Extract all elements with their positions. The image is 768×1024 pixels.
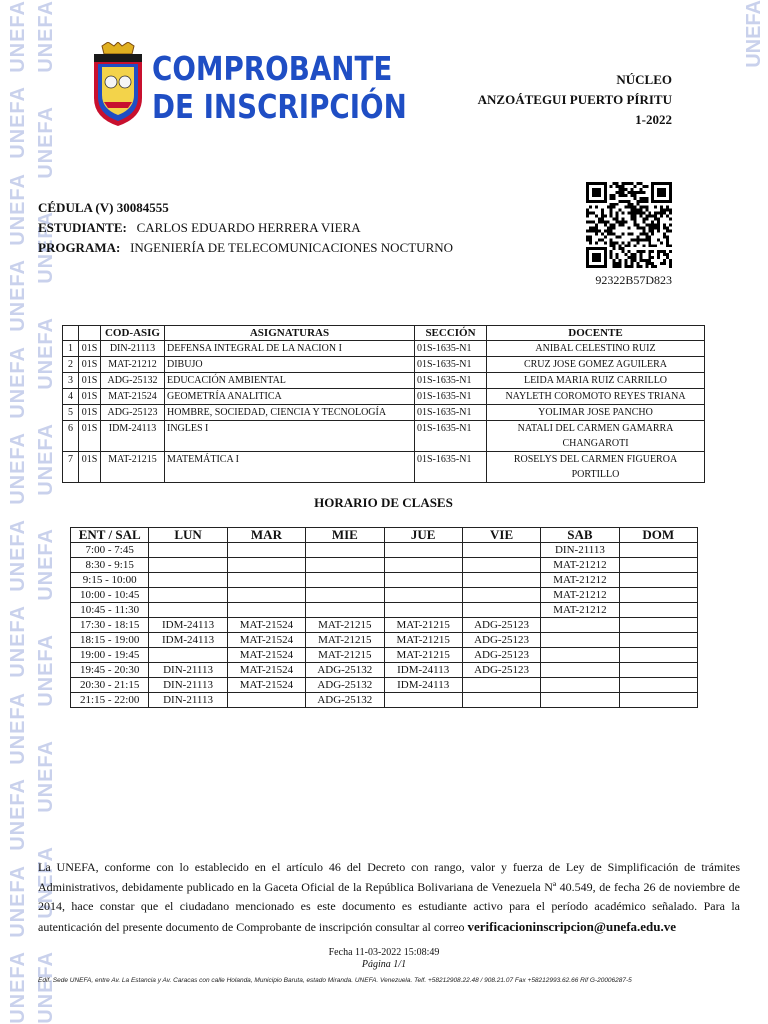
schedule-cell: DIN-21113 — [149, 678, 227, 693]
subject-name: HOMBRE, SOCIEDAD, CIENCIA Y TECNOLOGÍA — [165, 405, 415, 421]
schedule-cell: MAT-21524 — [227, 663, 305, 678]
schedule-cell — [306, 558, 384, 573]
nucleo-block — [478, 70, 672, 130]
schedule-cell — [541, 633, 619, 648]
time-slot: 19:45 - 20:30 — [71, 663, 149, 678]
schedule-header-cell: MAR — [227, 528, 305, 543]
schedule-cell: ADG-25132 — [306, 663, 384, 678]
schedule-header-cell: LUN — [149, 528, 227, 543]
schedule-row — [71, 543, 698, 558]
subject-code: MAT-21215 — [101, 452, 165, 483]
subject-code: ADG-25132 — [101, 373, 165, 389]
schedule-cell: DIN-21113 — [149, 663, 227, 678]
schedule-title: HORARIO DE CLASES — [314, 495, 453, 510]
schedule-cell — [149, 588, 227, 603]
subject-sem: 01S — [79, 373, 101, 389]
schedule-cell — [462, 573, 540, 588]
subject-teacher: LEIDA MARIA RUIZ CARRILLO — [487, 373, 705, 389]
schedule-cell — [384, 543, 462, 558]
schedule-row — [71, 693, 698, 708]
subject-row — [63, 405, 705, 421]
schedule-cell — [227, 588, 305, 603]
subject-section: 01S-1635-N1 — [415, 341, 487, 357]
subject-section: 01S-1635-N1 — [415, 421, 487, 452]
schedule-row — [71, 588, 698, 603]
subject-n: 4 — [63, 389, 79, 405]
schedule-table — [70, 527, 698, 708]
schedule-cell: ADG-25123 — [462, 618, 540, 633]
subject-code: MAT-21212 — [101, 357, 165, 373]
schedule-cell: ADG-25123 — [462, 633, 540, 648]
watermark-text: UNEFA — [34, 634, 57, 707]
watermark-text: UNEFA — [6, 345, 29, 419]
subject-section: 01S-1635-N1 — [415, 373, 487, 389]
schedule-cell — [541, 648, 619, 663]
watermark-text: UNEFA — [6, 432, 29, 506]
time-slot: 10:45 - 11:30 — [71, 603, 149, 618]
schedule-row — [71, 648, 698, 663]
schedule-cell — [149, 573, 227, 588]
watermark-text: UNEFA — [34, 0, 57, 73]
legal-statement — [38, 858, 740, 937]
time-slot: 10:00 - 10:45 — [71, 588, 149, 603]
schedule-row — [71, 633, 698, 648]
subjects-header-cell — [79, 326, 101, 341]
schedule-cell: MAT-21524 — [227, 633, 305, 648]
qr-code — [586, 182, 672, 268]
subject-teacher: NAYLETH COROMOTO REYES TRIANA — [487, 389, 705, 405]
schedule-row — [71, 678, 698, 693]
watermark-text: UNEFA — [6, 518, 29, 592]
subject-row — [63, 452, 705, 483]
subject-sem: 01S — [79, 389, 101, 405]
subject-name: DIBUJO — [165, 357, 415, 373]
schedule-cell — [384, 588, 462, 603]
watermark-text: UNEFA — [34, 528, 57, 602]
subject-name: INGLES I — [165, 421, 415, 452]
program-row — [38, 238, 453, 258]
subjects-header-cell: SECCIÓN — [415, 326, 487, 341]
watermark-text: UNEFA — [743, 0, 765, 68]
watermark-text: UNEFA — [6, 605, 29, 679]
watermark-text: UNEFA — [6, 259, 29, 333]
schedule-row — [71, 603, 698, 618]
student-name-row — [38, 218, 453, 238]
schedule-cell — [462, 588, 540, 603]
schedule-cell — [306, 573, 384, 588]
schedule-cell — [306, 603, 384, 618]
schedule-cell: ADG-25123 — [462, 663, 540, 678]
schedule-cell: MAT-21212 — [541, 588, 619, 603]
schedule-header-cell: ENT / SAL — [71, 528, 149, 543]
schedule-cell — [149, 603, 227, 618]
subject-sem: 01S — [79, 341, 101, 357]
subject-row — [63, 389, 705, 405]
time-slot: 8:30 - 9:15 — [71, 558, 149, 573]
schedule-header-cell: SAB — [541, 528, 619, 543]
schedule-cell: MAT-21215 — [384, 648, 462, 663]
schedule-cell: IDM-24113 — [149, 633, 227, 648]
subject-row — [63, 373, 705, 389]
subject-section: 01S-1635-N1 — [415, 405, 487, 421]
schedule-cell: ADG-25132 — [306, 678, 384, 693]
schedule-cell: IDM-24113 — [384, 678, 462, 693]
schedule-cell — [227, 558, 305, 573]
subject-code: DIN-21113 — [101, 341, 165, 357]
schedule-cell — [149, 648, 227, 663]
schedule-cell — [619, 678, 697, 693]
subject-teacher: CRUZ JOSE GOMEZ AGUILERA — [487, 357, 705, 373]
time-slot: 20:30 - 21:15 — [71, 678, 149, 693]
schedule-header-cell: DOM — [619, 528, 697, 543]
watermark-text: UNEFA — [34, 422, 57, 496]
schedule-cell — [619, 633, 697, 648]
subjects-header-cell: COD-ASIG — [101, 326, 165, 341]
subject-section: 01S-1635-N1 — [415, 357, 487, 373]
subject-teacher: NATALI DEL CARMEN GAMARRA CHANGAROTI — [487, 421, 705, 452]
watermark-text: UNEFA — [34, 317, 57, 390]
subject-n: 1 — [63, 341, 79, 357]
schedule-cell — [149, 558, 227, 573]
schedule-cell — [619, 573, 697, 588]
watermark-text: UNEFA — [34, 951, 57, 1024]
schedule-cell: MAT-21524 — [227, 648, 305, 663]
subject-n: 6 — [63, 421, 79, 452]
schedule-cell: MAT-21212 — [541, 573, 619, 588]
schedule-cell — [619, 603, 697, 618]
watermark-text: UNEFA — [34, 845, 57, 919]
schedule-header-cell: MIE — [306, 528, 384, 543]
subject-n: 7 — [63, 452, 79, 483]
subject-sem: 01S — [79, 421, 101, 452]
schedule-cell: MAT-21215 — [306, 633, 384, 648]
schedule-cell: ADG-25132 — [306, 693, 384, 708]
time-slot: 18:15 - 19:00 — [71, 633, 149, 648]
watermark-text: UNEFA — [6, 86, 29, 160]
subject-n: 2 — [63, 357, 79, 373]
title-line1: COMPROBANTE — [152, 49, 393, 88]
schedule-cell — [619, 693, 697, 708]
schedule-cell — [227, 603, 305, 618]
document-title — [152, 50, 407, 126]
title-line2: DE INSCRIPCIÓN — [152, 87, 407, 126]
academic-period: 1-2022 — [635, 112, 672, 127]
print-date: Fecha 11-03-2022 15:08:49 — [328, 947, 440, 958]
schedule-cell — [306, 588, 384, 603]
watermark-text: UNEFA — [6, 951, 29, 1024]
subject-name: MATEMÁTICA I — [165, 452, 415, 483]
subjects-table — [62, 325, 705, 483]
schedule-cell: IDM-24113 — [149, 618, 227, 633]
subject-row — [63, 357, 705, 373]
schedule-cell: MAT-21215 — [384, 633, 462, 648]
subjects-header-cell — [63, 326, 79, 341]
schedule-cell — [384, 693, 462, 708]
subject-sem: 01S — [79, 357, 101, 373]
schedule-cell — [149, 543, 227, 558]
subject-teacher: YOLIMAR JOSE PANCHO — [487, 405, 705, 421]
subject-teacher: ROSELYS DEL CARMEN FIGUEROA PORTILLO — [487, 452, 705, 483]
schedule-cell — [384, 573, 462, 588]
schedule-cell: DIN-21113 — [541, 543, 619, 558]
schedule-cell — [541, 663, 619, 678]
cedula: CÉDULA (V) 30084555 — [38, 200, 169, 215]
subject-sem: 01S — [79, 452, 101, 483]
schedule-cell — [462, 558, 540, 573]
student-name: CARLOS EDUARDO HERRERA VIERA — [136, 220, 361, 235]
subject-sem: 01S — [79, 405, 101, 421]
schedule-cell: MAT-21524 — [227, 678, 305, 693]
schedule-cell — [619, 558, 697, 573]
subject-name: GEOMETRÍA ANALITICA — [165, 389, 415, 405]
schedule-cell — [227, 693, 305, 708]
schedule-cell: MAT-21212 — [541, 603, 619, 618]
schedule-row — [71, 618, 698, 633]
schedule-cell — [462, 693, 540, 708]
schedule-cell — [619, 588, 697, 603]
subject-section: 01S-1635-N1 — [415, 389, 487, 405]
program-name: INGENIERÍA DE TELECOMUNICACIONES NOCTURNO — [130, 240, 454, 255]
schedule-cell: MAT-21215 — [384, 618, 462, 633]
subject-code: MAT-21524 — [101, 389, 165, 405]
subject-row — [63, 421, 705, 452]
subject-row — [63, 341, 705, 357]
schedule-cell — [384, 603, 462, 618]
schedule-row — [71, 558, 698, 573]
schedule-cell: MAT-21524 — [227, 618, 305, 633]
schedule-cell: IDM-24113 — [384, 663, 462, 678]
schedule-header-cell: JUE — [384, 528, 462, 543]
subject-section: 01S-1635-N1 — [415, 452, 487, 483]
time-slot: 21:15 - 22:00 — [71, 693, 149, 708]
schedule-row — [71, 573, 698, 588]
schedule-cell — [462, 603, 540, 618]
schedule-cell — [541, 618, 619, 633]
time-slot: 19:00 - 19:45 — [71, 648, 149, 663]
subject-code: IDM-24113 — [101, 421, 165, 452]
subject-code: ADG-25123 — [101, 405, 165, 421]
nucleo-name: ANZOÁTEGUI PUERTO PÍRITU — [477, 92, 672, 107]
watermark-text: UNEFA — [34, 211, 57, 285]
subjects-header-cell: ASIGNATURAS — [165, 326, 415, 341]
schedule-header-cell: VIE — [462, 528, 540, 543]
schedule-cell: MAT-21215 — [306, 618, 384, 633]
schedule-row — [71, 663, 698, 678]
watermark-right — [742, 0, 768, 120]
schedule-cell — [306, 543, 384, 558]
schedule-cell — [541, 678, 619, 693]
schedule-cell: MAT-21212 — [541, 558, 619, 573]
time-slot: 9:15 - 10:00 — [71, 573, 149, 588]
footer-meta — [0, 947, 768, 971]
schedule-cell — [227, 543, 305, 558]
student-name-label: ESTUDIANTE: — [38, 220, 127, 235]
schedule-cell — [462, 543, 540, 558]
nucleo-label: NÚCLEO — [616, 72, 672, 87]
subject-teacher: ANIBAL CELESTINO RUIZ — [487, 341, 705, 357]
schedule-cell — [619, 618, 697, 633]
subject-n: 3 — [63, 373, 79, 389]
schedule-cell: MAT-21215 — [306, 648, 384, 663]
schedule-cell — [619, 648, 697, 663]
schedule-cell — [462, 678, 540, 693]
schedule-cell — [619, 663, 697, 678]
watermark-text: UNEFA — [6, 0, 29, 73]
time-slot: 17:30 - 18:15 — [71, 618, 149, 633]
subject-n: 5 — [63, 405, 79, 421]
schedule-cell — [384, 558, 462, 573]
watermark-text: UNEFA — [6, 172, 29, 246]
verification-code: 92322B57D823 — [595, 273, 672, 287]
watermark-text: UNEFA — [6, 691, 29, 765]
watermark-text: UNEFA — [34, 739, 57, 813]
schedule-cell — [227, 573, 305, 588]
watermark-text: UNEFA — [6, 864, 29, 938]
watermark-text: UNEFA — [34, 105, 57, 179]
watermark-text: UNEFA — [6, 778, 29, 852]
footer-address: Edif. Sede UNEFA, entre Av. La Estancia y Av. Caracas con calle Holanda, Municipio Baruta, estado Miranda. UNEFA. Venezuela. Telf. +58212908.22.48 / 908.21.07 Fax +58212993.62.66 Rif G-20006287-5 — [38, 977, 632, 984]
program-label: PROGRAMA: — [38, 240, 121, 255]
schedule-cell: DIN-21113 — [149, 693, 227, 708]
watermark-column — [6, 0, 30, 1024]
student-info — [38, 198, 453, 258]
subject-name: DEFENSA INTEGRAL DE LA NACION I — [165, 341, 415, 357]
subjects-header-cell: DOCENTE — [487, 326, 705, 341]
schedule-cell — [619, 543, 697, 558]
schedule-cell: ADG-25123 — [462, 648, 540, 663]
legal-text: La UNEFA, conforme con lo establecido en el artículo 46 del Decreto con rango, valor y fuerza de Ley de Simplificación de trámites Administrativos, debidamente publicado en la Gaceta Oficial de la República Bolivariana de Venezuela Nª 40.549, de fecha 26 de noviembre de 2014, hace constar que el ciudadano mencionado es este documento es estudiante activo para el período académico señalado. Para la autenticación del presente documento de Comprobante de inscripción consultar al correo — [38, 860, 740, 934]
verification-email: verificacioninscripcion@unefa.edu.ve — [467, 918, 677, 934]
unefa-shield-logo — [88, 42, 148, 128]
subject-name: EDUCACIÓN AMBIENTAL — [165, 373, 415, 389]
schedule-cell — [541, 693, 619, 708]
time-slot: 7:00 - 7:45 — [71, 543, 149, 558]
page-number: Página 1/1 — [361, 959, 407, 970]
